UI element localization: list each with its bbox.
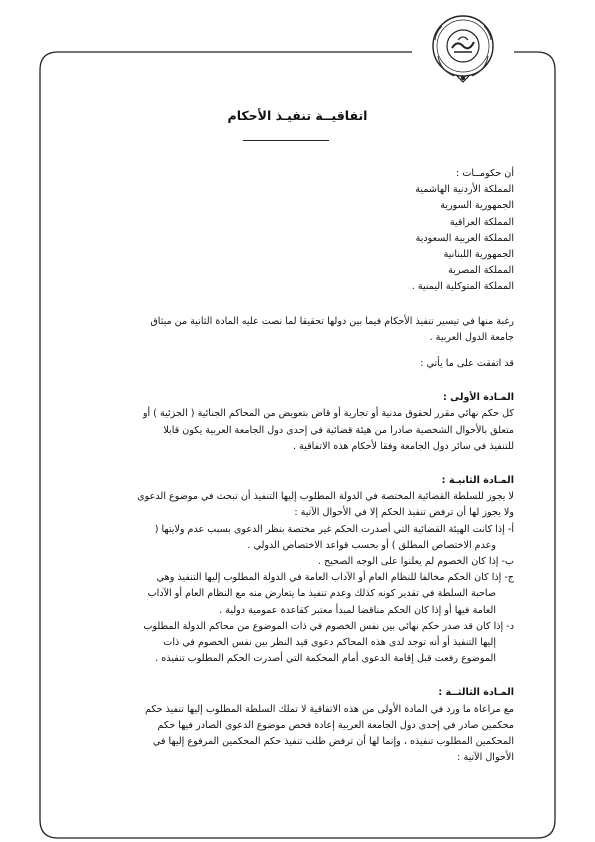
state-item: المملكة المتوكلية اليمنية . — [411, 281, 514, 293]
state-item: المملكة العربية السعودية — [415, 232, 514, 244]
article-3-heading: المـادة الثالثــة : — [438, 687, 514, 699]
article-1-line: متعلق بالأحوال الشخصية صادرا من هيئة قضائية في إحدى دول الجامعة العربية يكون قابلا — [163, 424, 514, 436]
article-1-heading: المـادة الأولى : — [442, 392, 514, 404]
state-item: الجمهورية السورية — [440, 200, 514, 212]
title-underline — [243, 140, 329, 141]
purpose-line: رغبة منها في تيسير تنفيذ الأحكام فيما بين دولها تحقيقا لما نصت عليه المادة الثانية من ميثاق — [150, 315, 514, 327]
intro-line: أن حكومــات : — [456, 168, 514, 179]
article-1-line: كل حكم نهائي مقرر لحقوق مدنية أو تجارية أو قاض بتعويض من المحاكم الجنائية ( الجزئية ) أو — [142, 408, 514, 420]
article-2-line: أ- إذا كانت الهيئة القضائية التي أصدرت الحكم غير مختصة بنظر الدعوى بسبب عدم ولايتها ( — [154, 523, 514, 535]
article-3-line: الأحوال الآتية : — [457, 752, 514, 764]
arab-league-emblem-icon — [430, 12, 496, 84]
state-item: المملكة العراقية — [449, 216, 514, 228]
article-2-line: لا يجوز للسلطة القضائية المختصة في الدولة المطلوب إليها التنفيذ أن تبحث في موضوع الدعوى — [137, 491, 514, 503]
article-2-line: د- إذا كان قد صدر حكم نهائي بين نفس الخصوم في ذات الموضوع من محاكم الدولة المطلوب — [143, 620, 514, 632]
article-2-line: صاحبة السلطة في تقدير كونه كذلك وعدم تنفيذ ما يتعارض منه مع النظام العام أو الآداب — [147, 588, 496, 600]
article-1-line: للتنفيذ في سائر دول الجامعة وفقا لأحكام هذه الاتفاقية . — [292, 440, 514, 452]
article-2-line: الموضوع رفعت قبل إقامة الدعوى أمام المحكمة التي أصدرت الحكم المطلوب تنفيذه . — [155, 653, 496, 665]
agreed-line: قد اتفقت على ما يأتي : — [420, 358, 514, 370]
document-body — [104, 166, 514, 767]
article-2-line: العامة فيها أو إذا كان الحكم مناقضا لمبدأ معتبر كقاعدة عمومية دولية . — [219, 604, 496, 616]
article-2-line: ب- إذا كان الخصوم لم يعلنوا على الوجه الصحيح . — [317, 556, 514, 568]
article-3-line: محكمين صادر في إحدى دول الجامعة العربية إعادة فحص موضوع الدعوى الصادر فيها حكم — [157, 719, 514, 731]
article-2-line: ج- إذا كان الحكم مخالفا للنظام العام أو الآداب العامة في الدولة المطلوب إليها التنفيذ وهي — [156, 572, 514, 584]
state-item: المملكة الأردنية الهاشمية — [415, 184, 514, 196]
article-3-line: مع مراعاة ما ورد في المادة الأولى من هذه الاتفاقية لا تملك السلطة المطلوب إليها تنفيذ حكم — [144, 703, 514, 715]
state-item: الجمهورية اللبنانية — [443, 249, 514, 261]
article-2-line: ولا يجوز لها أن ترفض تنفيذ الحكم إلا في الأحوال الآتية : — [294, 507, 514, 519]
article-2-line: إليها التنفيذ أو أنه توجد لدى هذه المحاكم دعوى قيد النظر بين نفس الخصوم في ذات — [163, 637, 496, 649]
article-2-line: وعدم الاختصاص المطلق ) أو بحسب قواعد الاختصاص الدولي . — [247, 539, 496, 551]
article-3-line: المحكمين المطلوب تنفيذه ، وإنما لها أن ترفض طلب تنفيذ حكم المحكمين المرفوع إليها في — [152, 736, 514, 748]
purpose-line: جامعة الدول العربية . — [429, 331, 514, 343]
state-item: المملكة المصرية — [448, 265, 514, 277]
article-2-heading: المـادة الثانيـة : — [441, 475, 514, 487]
document-title: اتفاقيــة تنفيـذ الأحكام — [227, 108, 368, 123]
